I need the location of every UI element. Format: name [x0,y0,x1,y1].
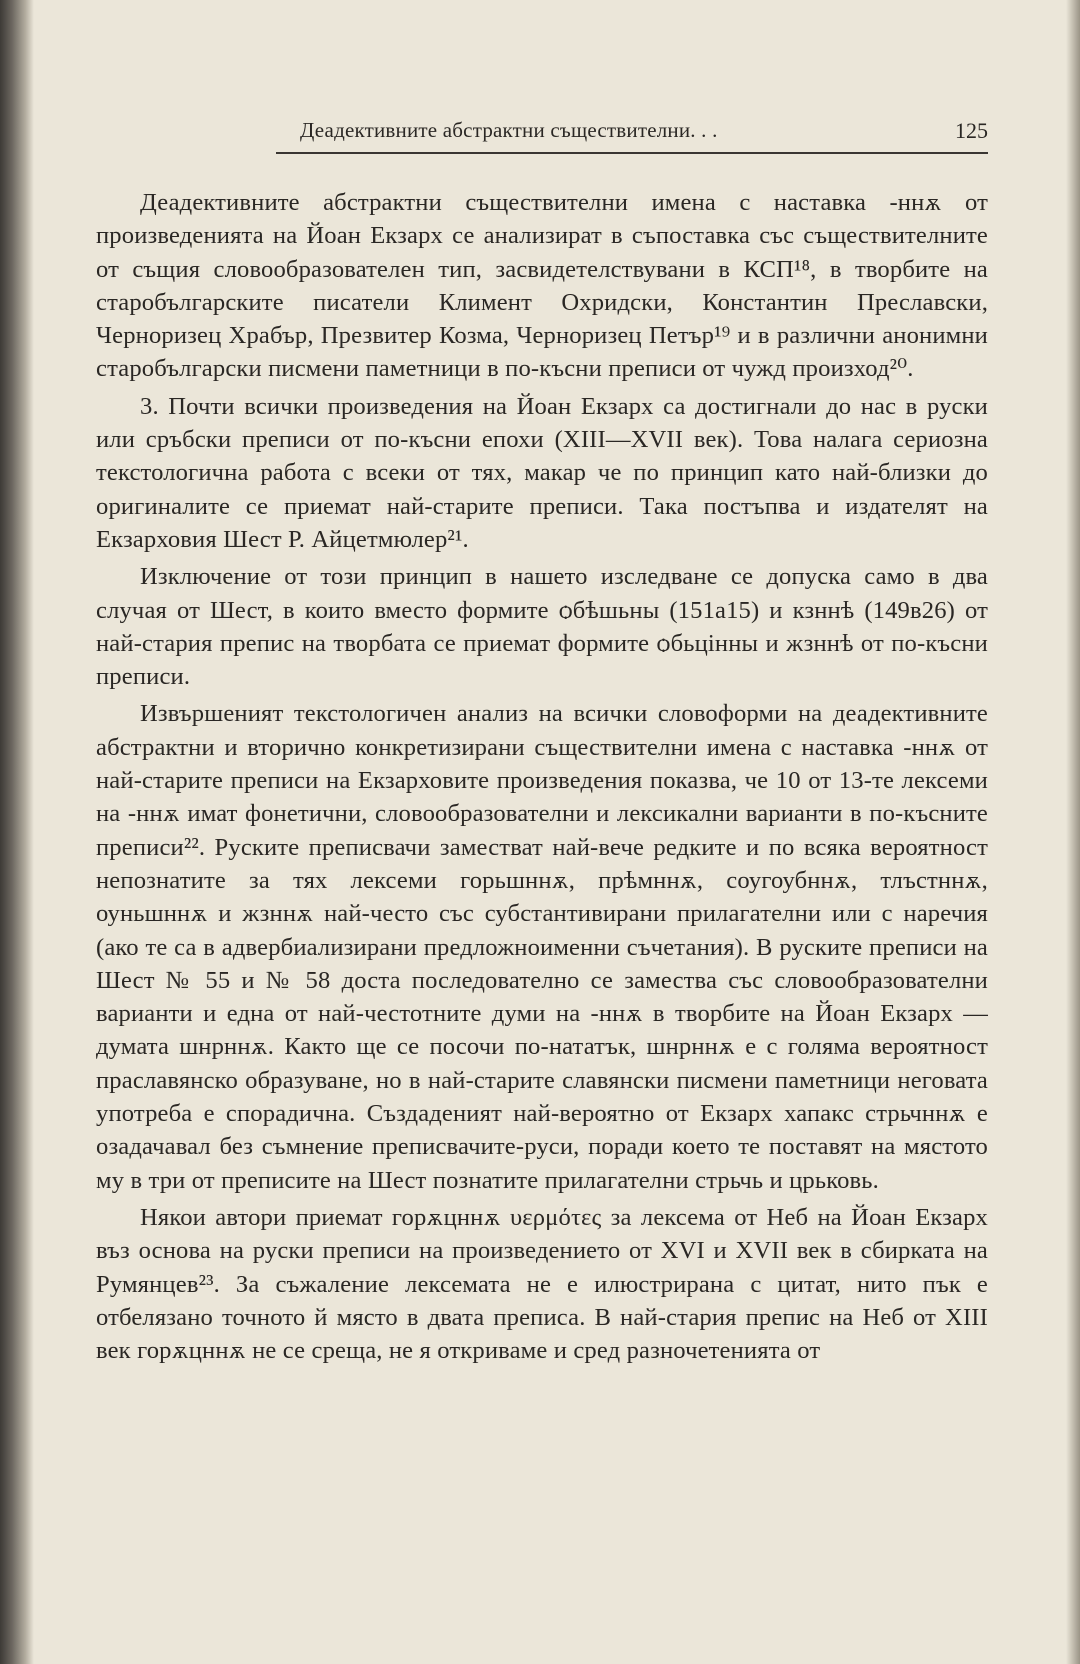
paragraph: Изключение от този принцип в нашето изследване се допуска само в два случая от Шест, в които вместо формите ѻбѣшьны (151а15) и кзннѣ (149в26) от най-стария препис на творбата се приемат формите ѻбьцінны и жзннѣ от по-късни преписи. [96,563,988,691]
page-edge-shadow [1066,0,1080,1664]
paragraph: 3. Почти всички произведения на Йоан Екзарх са достигнали до нас в руски или сръбски преписи от по-късни епохи (XIII—XVII век). Това налага сериозна текстологична работа с всеки от тях, макар че по принцип като най-близки до оригиналите се приемат най-старите преписи. Така постъпва и издателят на Екзарховия Шест Р. Айцетмюлер²¹. [96,392,988,553]
header-rule [276,152,988,154]
paragraph: Някои автори приемат горѫцннѫ υερμότες за лексема от Неб на Йоан Екзарх въз основа на руски преписи на произведението от XVI и XVII век в сбирката на Румянцев²³. За съжаление лексемата не е илюстрирана с цитат, нито пък е отбелязано точното й място в двата преписа. В най-стария препис на Неб от XIII век горѫцннѫ не се среща, не я откриваме и сред разночетенията от [96,1203,988,1365]
book-gutter-shadow [0,0,34,1664]
running-title: Деадективните абстрактни съществителни. . . [300,118,718,142]
page-number: 125 [955,118,988,143]
body-text [96,186,988,1371]
paragraph: Деадективните абстрактни съществителни имена с наставка -ннѫ от произведенията на Йоан Екзарх се анализират в съпоставка със съществителните от същия словообразователен тип, засвидетелствувани в КСП¹⁸, в творбите на старобългарските писатели Климент Охридски, Константин Преславски, Черноризец Храбър, Презвитер Козма, Черноризец Петър¹⁹ и в различни анонимни старобългарски писмени паметници в по-късни преписи от чужд произход²⁰. [96,189,988,383]
paragraph: Извършеният текстологичен анализ на всички словоформи на деадективните абстрактни и вторично конкретизирани съществителни имена с наставка -ннѫ от най-старите преписи на Екзарховите произведения показва, че 10 от 13-те лексеми на -ннѫ имат фонетични, словообразователни и лексикални варианти в по-късните преписи²². Руските преписвачи заместват най-вече редките и по всяка вероятност непознатите за тях лексеми горьшннѫ, прѣмннѫ, соугоубннѫ, тлъстннѫ, оуньшннѫ и жзннѫ най-често със субстантивирани прилагателни или с наречия (ако те са в адвербиализирани предложноименни съчетания). В руските преписи на Шест № 55 и № 58 доста последователно се замества със словообразователни варианти и една от най-честотните думи на -ннѫ в творбите на Йоан Екзарх — думата шнрннѫ. Както ще се посочи по-нататък, шнрннѫ е с голяма вероятност праславянско образуване, но в най-старите славянски писмени паметници неговата употреба е спорадична. Създаденият най-вероятно от Екзарх хапакс стрьчннѫ е озадачавал без съмнение преписвачите-руси, поради което те поставят на мястото му в три от преписите на Шест познатите прилагателни стрьчь и црьковь. [96,700,988,1194]
running-header [276,118,988,154]
